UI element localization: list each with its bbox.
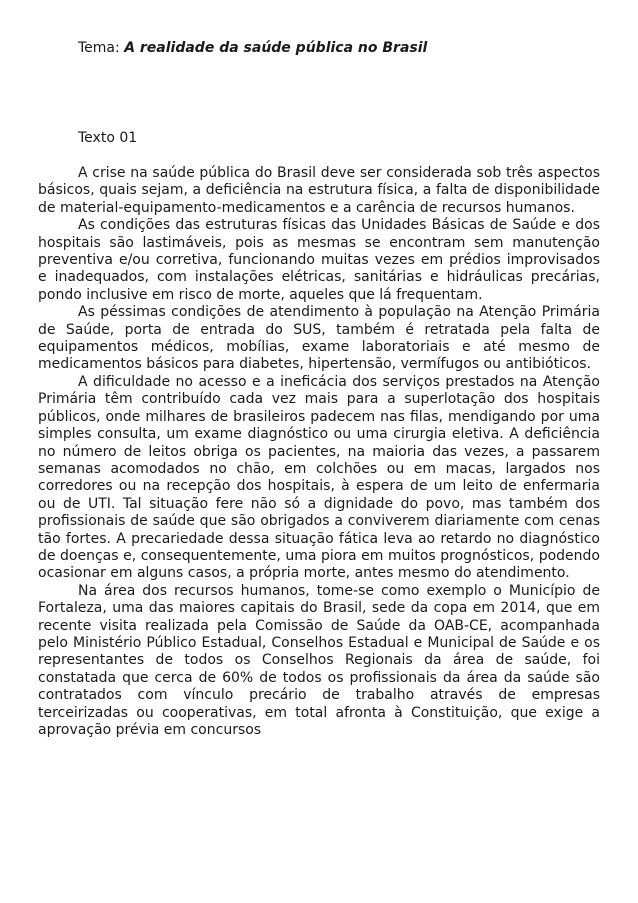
paragraph: As condições das estruturas físicas das Unidades Básicas de Saúde e dos hospitais são lastimáveis, pois as mesmas se encontram sem manutenção preventiva e/ou corretiva, funcionando muitas vezes em prédios improvisados e inadequados, com instalações elétricas, sanitárias e hidráulicas precárias, pondo inclusive em risco de morte, aqueles que lá frequentam.	[38, 217, 600, 303]
theme-line	[78, 39, 427, 57]
body-text	[38, 165, 600, 739]
theme-label: Tema:	[78, 40, 120, 56]
paragraph: Na área dos recursos humanos, tome-se como exemplo o Município de Fortaleza, uma das maiores capitais do Brasil, sede da copa em 2014, que em recente visita realizada pela Comissão de Saúde da OAB-CE, acompanhada pelo Ministério Público Estadual, Conselhos Estadual e Municipal de Saúde e os representantes de todos os Conselhos Regionais da área de saúde, foi constatada que cerca de 60% de todos os profissionais da área da saúde são contratados com vínculo precário de trabalho através de empresas terceirizadas ou cooperativas, em total afronta à Constituição, que exige a aprovação prévia em concursos	[38, 582, 600, 738]
theme-title: A realidade da saúde pública no Brasil	[124, 40, 428, 56]
paragraph: A dificuldade no acesso e a ineficácia dos serviços prestados na Atenção Primária têm contribuído cada vez mais para a superlotação dos hospitais públicos, onde milhares de brasileiros padecem nas filas, mendigando por uma simples consulta, um exame diagnóstico ou uma cirurgia eletiva. A deficiência no número de leitos obriga os pacientes, na maioria das vezes, a passarem semanas acomodados no chão, em colchões ou em macas, largados nos corredores ou na recepção dos hospitais, à espera de um leito de enfermaria ou de UTI. Tal situação fere não só a dignidade do povo, mas também dos profissionais de saúde que são obrigados a conviverem diariamente com cenas tão fortes. A precariedade dessa situação fática leva ao retardo no diagnóstico de doenças e, consequentemente, uma piora em muitos prognósticos, podendo ocasionar em alguns casos, a própria morte, antes mesmo do atendimento.	[38, 373, 600, 582]
paragraph: As péssimas condições de atendimento à população na Atenção Primária de Saúde, porta de entrada do SUS, também é retratada pela falta de equipamentos médicos, mobílias, exame laboratoriais e até mesmo de medicamentos básicos para diabetes, hipertensão, vermífugos ou antibióticos.	[38, 304, 600, 373]
text-section-label: Texto 01	[78, 130, 138, 146]
paragraph: A crise na saúde pública do Brasil deve ser considerada sob três aspectos básicos, quais sejam, a deficiência na estrutura física, a falta de disponibilidade de material-equipamento-medicamentos e a carência de recursos humanos.	[38, 165, 600, 216]
